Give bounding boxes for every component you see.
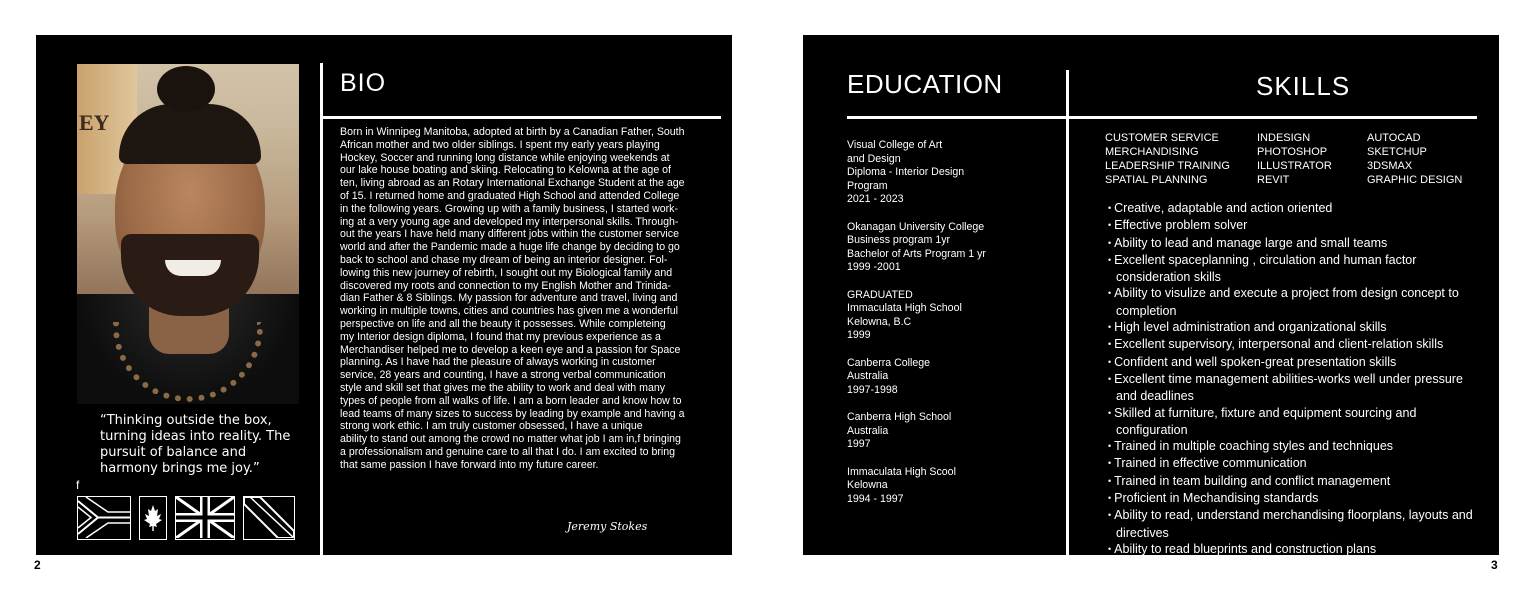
right-page — [803, 35, 1499, 555]
skill-bullet: • Ability to read, understand merchandising floorplans, layouts and directives — [1105, 507, 1485, 541]
skill-item: MERCHANDISING — [1105, 146, 1199, 158]
skill-bullet: • Trained in team building and conflict management — [1105, 473, 1485, 490]
skill-bullet: • Creative, adaptable and action oriented — [1105, 200, 1485, 217]
skill-column — [1367, 131, 1487, 187]
skill-bullet: • Ability to lead and manage large and small teams — [1105, 235, 1485, 252]
skill-bullet: • Trained in effective communication — [1105, 455, 1485, 472]
skill-item: GRAPHIC DESIGN — [1367, 174, 1463, 186]
f-label: f — [76, 478, 80, 492]
education-line: Canberra College — [847, 356, 931, 369]
canada-flag-icon — [139, 496, 167, 540]
education-line: Kelowna — [847, 479, 888, 491]
flag-row — [77, 496, 303, 540]
education-line: Program — [847, 179, 888, 192]
skill-bullet: • Effective problem solver — [1105, 217, 1485, 234]
uk-flag-icon — [175, 496, 235, 540]
software-skills-grid — [1105, 131, 1487, 187]
education-line: Diploma - Interior Design — [847, 166, 965, 178]
education-line: 1999 — [847, 329, 871, 341]
education-entry — [847, 221, 1047, 275]
portrait-photo — [77, 64, 299, 404]
education-entry — [847, 139, 1047, 207]
smile — [165, 260, 221, 276]
personal-quote: “Thinking outside the box, turning ideas into reality. The pursuit of balance and harmony brings me joy.” — [100, 413, 291, 476]
left-page — [36, 35, 732, 555]
page-number-right: 3 — [1491, 558, 1498, 572]
skill-bullet: • Confident and well spoken-great presentation skills — [1105, 354, 1485, 371]
skills-heading: SKILLS — [1256, 71, 1351, 101]
trinidad-flag-icon — [243, 496, 295, 540]
education-line: 1997 — [847, 438, 871, 450]
skill-bullet: • High level administration and organizational skills — [1105, 319, 1485, 336]
education-line: Immaculata High Scool — [847, 465, 956, 478]
education-line: Business program 1yr — [847, 234, 951, 246]
skill-bullet: • Excellent spaceplanning , circulation and human factor consideration skills — [1105, 252, 1485, 286]
education-line: Okanagan University College — [847, 220, 985, 233]
skill-bullet: • Excellent time management abilities-works well under pressure and deadlines — [1105, 371, 1485, 405]
skill-item: CUSTOMER SERVICE — [1105, 132, 1219, 144]
hair-bun — [157, 66, 215, 112]
skill-item: AUTOCAD — [1367, 132, 1421, 144]
skill-bullet: • Ability to visulize and execute a project from design concept to completion — [1105, 285, 1485, 319]
skill-item: LEADERSHIP TRAINING — [1105, 160, 1230, 172]
skill-bullet: • Ability to read blueprints and construction plans — [1105, 541, 1485, 558]
education-heading: EDUCATION — [847, 69, 1003, 99]
education-list — [847, 139, 1047, 520]
education-line: Canberra High School — [847, 411, 952, 423]
skill-item: SPATIAL PLANNING — [1105, 174, 1208, 186]
education-line: GRADUATED — [847, 288, 913, 301]
skill-column — [1257, 131, 1367, 187]
south-africa-flag-icon — [77, 496, 131, 540]
page-number-left: 2 — [34, 558, 41, 572]
skill-item: SKETCHUP — [1367, 146, 1427, 158]
skill-item: 3DSMAX — [1367, 160, 1413, 172]
skill-item: REVIT — [1257, 174, 1290, 186]
education-entry — [847, 466, 1047, 507]
education-line: Visual College of Art — [847, 139, 943, 151]
education-entry — [847, 289, 1047, 343]
skill-item: ILLUSTRATOR — [1257, 160, 1332, 172]
skill-bullet: • Skilled at furniture, fixture and equipment sourcing and configuration — [1105, 405, 1485, 439]
bio-divider-vertical — [320, 63, 323, 555]
education-line: 1994 - 1997 — [847, 492, 904, 505]
education-line: Kelowna, B.C — [847, 315, 912, 328]
education-line: Bachelor of Arts Program 1 yr — [847, 247, 986, 260]
education-line: 1999 -2001 — [847, 261, 901, 273]
background-sign-text: EY — [79, 110, 110, 135]
bio-paragraph: Born in Winnipeg Manitoba, adopted at birth by a Canadian Father, South African mother and two older siblings. I spent my early years playing Hockey, Soccer and running long distance while enjoying weekends at our lake house boating and skiing. Relocating to Kelowna at the age of ten, living abroad as an Rotary International Exchange Student at the age of 15. I returned home and graduated High School and attended College in the following years. Growing up with a family business, I started work- ing at a very young age and developed my interpersonal skills. Through- out the years I have held many different jobs within the customer service world and after the Pandemic made a huge life change by deciding to go back to school and chase my dream of being an interior designer. Fol- lowing this new journey of rebirth, I sought out my Biological family and discovered my roots and connection to my English Mother and Trinida- dian Father & 8 Siblings. My passion for adventure and travel, living and working in multiple towns, cities and countries has given me a wonderful perspective on life and all the beauty it possesses. While completeing my Interior design diploma, I found that my previous experience as a Merchandiser helped me to develop a keen eye and a passion for Space planning. As I have had the pleasure of always working in customer service, 28 years and counting, I have a strong verbal communication style and skill set that gives me the ability to work and deal with many types of people from all walks of life. I am a born leader and know how to lead teams of many sizes to success by leading by example and having a strong work ethic. I am truly customer obsessed, I have a unique ability to stand out among the crowd no matter what job I am in,f bringing a professionalism and genuine care to all that I do. I am excited to bring that same passion I have forward into my future career. — [340, 126, 685, 471]
education-entry — [847, 411, 1047, 452]
education-line: Immaculata High School — [847, 302, 962, 314]
hair — [119, 104, 261, 164]
section-divider-horizontal — [847, 116, 1477, 119]
skill-bullet: • Trained in multiple coaching styles and techniques — [1105, 438, 1485, 455]
bio-divider-horizontal — [323, 116, 721, 119]
skill-bullet: • Proficient in Mechandising standards — [1105, 490, 1485, 507]
education-line: and Design — [847, 152, 901, 165]
skill-item: PHOTOSHOP — [1257, 146, 1328, 158]
education-line: Australia — [847, 424, 889, 437]
skill-column — [1105, 131, 1257, 187]
skills-bullet-list — [1105, 200, 1485, 558]
bio-heading: BIO — [340, 69, 387, 97]
skill-item: INDESIGN — [1257, 132, 1311, 144]
education-line: 2021 - 2023 — [847, 193, 904, 205]
education-entry — [847, 357, 1047, 398]
education-line: 1997-1998 — [847, 383, 898, 396]
section-divider-vertical — [1066, 70, 1069, 555]
education-line: Australia — [847, 370, 889, 382]
signature: Jeremy Stokes — [567, 520, 648, 533]
skill-bullet: • Excellent supervisory, interpersonal and client-relation skills — [1105, 336, 1485, 353]
